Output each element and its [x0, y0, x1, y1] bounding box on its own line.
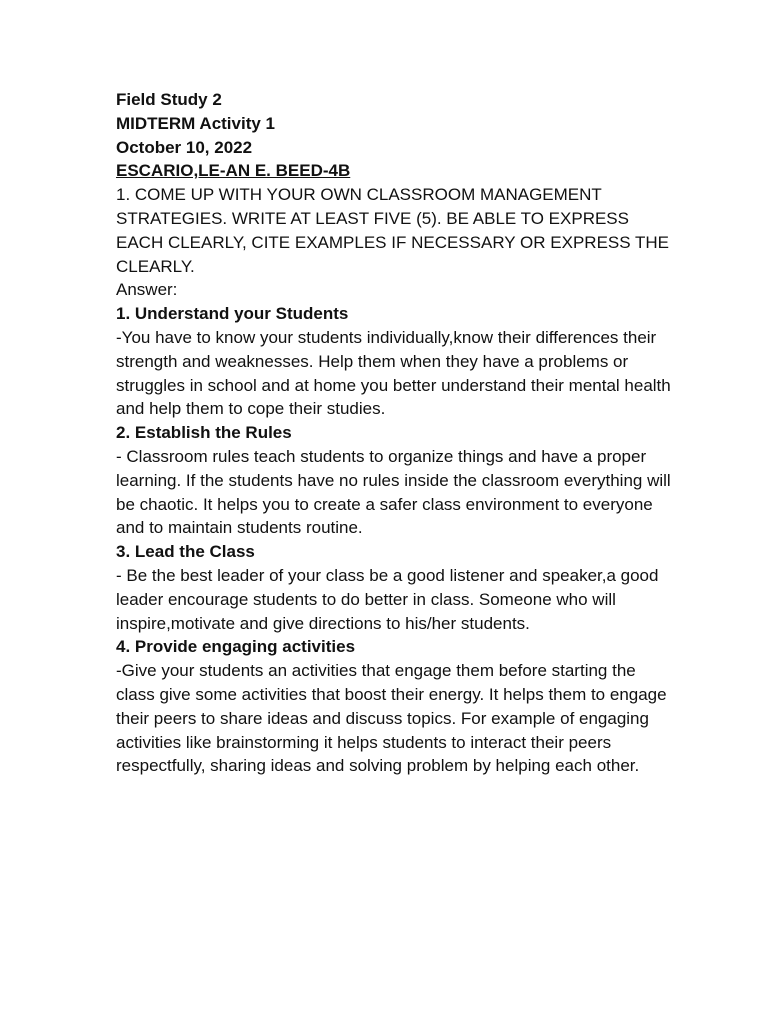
strategy-3 [116, 540, 678, 635]
strategy-4 [116, 635, 678, 778]
activity-date: October 10, 2022 [116, 137, 253, 157]
answer-label: Answer: [116, 280, 178, 300]
strategy-title: 3. Lead the Class [116, 542, 255, 562]
course-title: Field Study 2 [116, 90, 222, 109]
strategy-body: - Classroom rules teach students to organize things and have a proper learning. If the students have no rules inside the classroom everything will be chaotic. It helps you to create a safer class environment to everyone and to maintain students routine. [116, 446, 671, 538]
strategy-body: -Give your students an activities that engage them before starting the class give some activities that boost their energy. It helps them to engage their peers to share ideas and discuss topics. For example of engaging activities like brainstorming it helps students to interact their peers respectfully, sharing ideas and solving problem by helping each other. [116, 661, 667, 776]
strategy-1 [116, 302, 678, 421]
student-name: ESCARIO,LE-AN E. BEED-4B [116, 161, 351, 181]
strategy-title: 1. Understand your Students [116, 304, 349, 324]
strategy-body: -You have to know your students individually,know their differences their strength and weaknesses. Help them when they have a problems or struggles in school and at home you better understand their mental health and help them to cope their studies. [116, 327, 671, 419]
activity-title: MIDTERM Activity 1 [116, 113, 276, 133]
strategy-2 [116, 421, 678, 540]
question-text: 1. COME UP WITH YOUR OWN CLASSROOM MANAGEMENT STRATEGIES. WRITE AT LEAST FIVE (5). BE ABLE TO EXPRESS EACH CLEARLY, CITE EXAMPLES IF NECESSARY OR EXPRESS THE CLEARLY. [116, 185, 669, 276]
strategy-body: - Be the best leader of your class be a good listener and speaker,a good leader encourage students to do better in class. Someone who will inspire,motivate and give directions to his/her students. [116, 565, 659, 633]
strategy-title: 4. Provide engaging activities [116, 637, 356, 657]
strategy-title: 2. Establish the Rules [116, 423, 292, 443]
